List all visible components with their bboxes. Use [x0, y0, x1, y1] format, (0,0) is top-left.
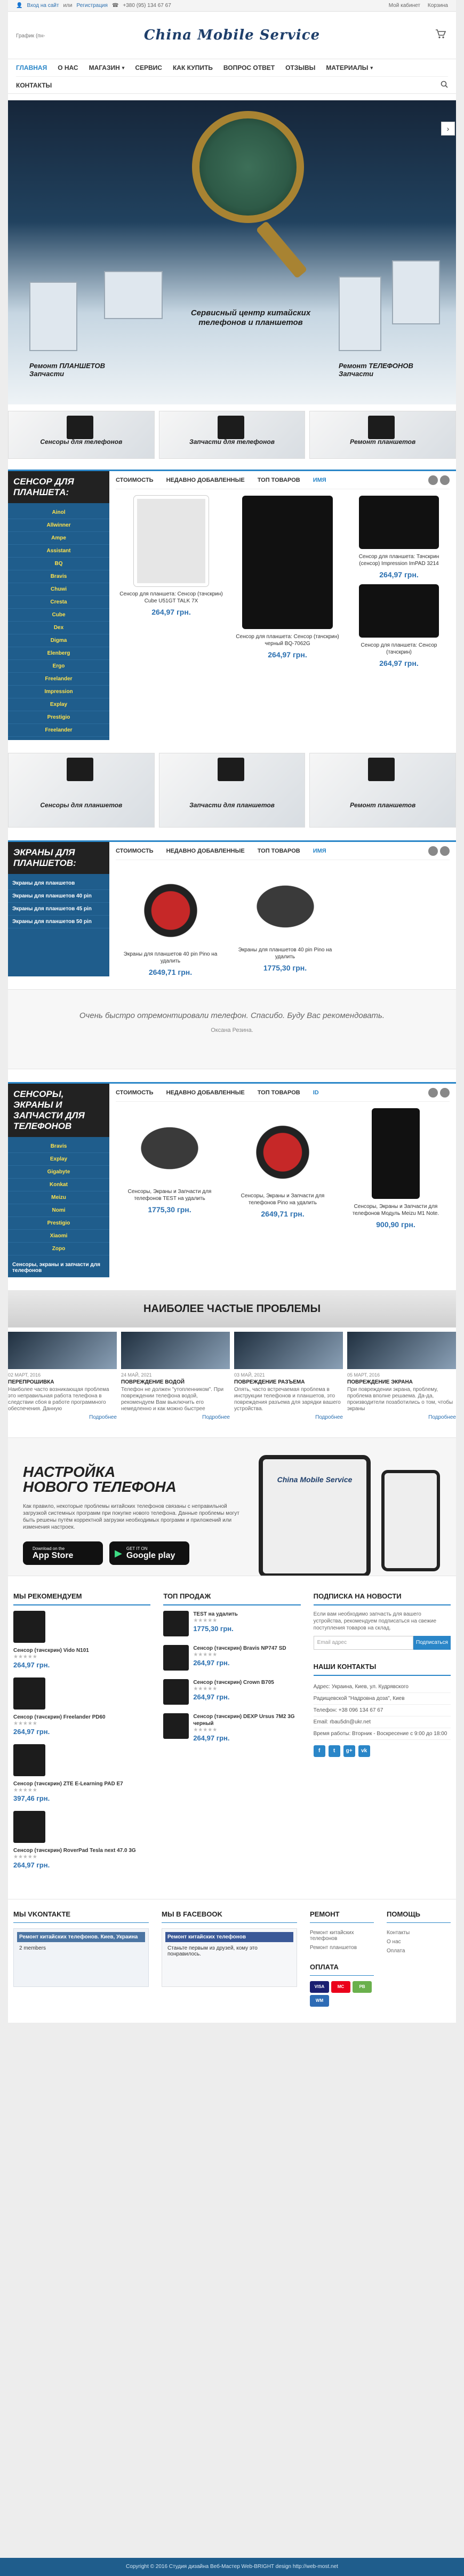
headphones-image: [131, 866, 211, 947]
social-icon[interactable]: f: [314, 1745, 325, 1757]
subscribe-button[interactable]: Подписаться: [413, 1636, 451, 1650]
payment-card-icon: PB: [353, 1981, 372, 1993]
vk-widget: [13, 1910, 149, 2007]
product-thumbnail: [13, 1811, 45, 1843]
top-bar: [8, 0, 456, 12]
testimonial-author: Оксана Резина.: [211, 1027, 253, 1033]
payment-title: ОПЛАТА: [310, 1963, 374, 1976]
subcategory-link[interactable]: Экраны для планшетов 40 pin: [8, 890, 109, 903]
fb-header: Ремонт китайских телефонов: [165, 1932, 293, 1942]
vk-title: МЫ VKONTAKTE: [13, 1910, 149, 1923]
cart-icon[interactable]: [435, 28, 446, 39]
product-price: 1775,30 грн.: [148, 1205, 191, 1214]
brand-link[interactable]: Explay: [8, 698, 109, 711]
tab-top[interactable]: ТОП ТОВАРОВ: [257, 476, 300, 483]
main-nav: [8, 59, 456, 94]
product-name: Экраны для планшетов 40 pin Pino на удалить: [123, 951, 218, 964]
phone-image: [339, 276, 381, 351]
store-big-label: Google play: [126, 1551, 175, 1560]
product-name: Сенсор (тачскрин) Vido N101: [13, 1648, 89, 1653]
phone-screen-logo: China Mobile Service: [277, 1475, 353, 1484]
payment-card-icon: WM: [310, 1995, 329, 2007]
top-sales-widget: [163, 1592, 300, 1878]
mini-product[interactable]: [13, 1811, 150, 1869]
contact-line: Телефон: +38 096 134 67 67: [314, 1705, 451, 1716]
product-price: 264,97 грн.: [13, 1861, 50, 1869]
fb-text: Станьте первым из друзей, кому это понравилось.: [167, 1945, 258, 1957]
footer-widgets: [8, 1899, 456, 2023]
product-card[interactable]: [348, 584, 450, 667]
product-name: Сенсор (тачскрин) Freelander PD60: [13, 1714, 106, 1720]
brand-link[interactable]: Assistant: [8, 545, 109, 558]
nav-service[interactable]: СЕРВИС: [135, 64, 162, 71]
tab-recent[interactable]: НЕДАВНО ДОБАВЛЕННЫЕ: [166, 847, 245, 854]
banner-label: Ремонт планшетов: [350, 438, 416, 446]
rating-stars: ★★★★★: [193, 1727, 218, 1733]
nav-materials[interactable]: МАТЕРИАЛЫ: [326, 64, 369, 71]
subcategory-link[interactable]: Экраны для планшетов: [8, 877, 109, 890]
section-title: СЕНСОР ДЛЯ ПЛАНШЕТА:: [8, 471, 109, 503]
newsletter-widget: [314, 1592, 451, 1878]
social-icon[interactable]: g+: [343, 1745, 355, 1757]
brand-link[interactable]: Zopo: [8, 1243, 109, 1255]
brand-link[interactable]: Bravis: [8, 1140, 109, 1153]
chevron-down-icon: ▾: [122, 65, 125, 70]
recommended-widget: [13, 1592, 150, 1878]
problem-title[interactable]: ПОВРЕЖДЕНИЕ ВОДОЙ: [121, 1379, 185, 1385]
email-field[interactable]: Email адрес: [314, 1636, 413, 1650]
account-link[interactable]: Мой кабинет: [388, 3, 420, 9]
newsletter-title: ПОДПИСКА НА НОВОСТИ: [314, 1592, 451, 1605]
nav-contacts[interactable]: КОНТАКТЫ: [16, 81, 52, 89]
mini-product[interactable]: [13, 1677, 150, 1736]
setup-title: НАСТРОЙКА НОВОГО ТЕЛЕФОНА: [23, 1464, 177, 1495]
problem-date: 03 МАЙ, 2021: [234, 1372, 265, 1378]
phone-parts-section: [8, 1082, 456, 1277]
product-card[interactable]: [230, 866, 340, 976]
prev-button[interactable]: [428, 1088, 438, 1098]
store-small-label: GET IT ON: [126, 1546, 148, 1551]
app-store-button[interactable]: [23, 1541, 103, 1565]
help-link[interactable]: Контакты: [387, 1930, 410, 1936]
tab-top[interactable]: ТОП ТОВАРОВ: [257, 847, 300, 854]
rating-stars: ★★★★★: [13, 1787, 37, 1793]
chevron-down-icon: ▾: [370, 65, 373, 70]
product-price: 264,97 грн.: [379, 570, 419, 579]
read-more-link[interactable]: Подробнее: [315, 1414, 343, 1420]
rating-stars: ★★★★★: [193, 1618, 218, 1624]
brand-link[interactable]: Ainol: [8, 506, 109, 519]
problem-card: [8, 1332, 117, 1420]
product-card[interactable]: [116, 496, 227, 667]
repair-link[interactable]: Ремонт китайских телефонов: [310, 1930, 354, 1942]
subcategory-link[interactable]: Сенсоры, экраны и запчасти для телефонов: [8, 1259, 109, 1277]
product-price: 900,90 грн.: [376, 1220, 415, 1229]
brand-link[interactable]: Prestigio: [8, 1217, 109, 1230]
product-price: 264,97 грн.: [13, 1728, 50, 1736]
category-banners-2: [8, 753, 456, 828]
tablet-screens-section: [8, 840, 456, 976]
phone-number: +380 (95) 134 67 67: [123, 3, 171, 9]
brand-link[interactable]: Konkat: [8, 1179, 109, 1191]
section-title: ЭКРАНЫ ДЛЯ ПЛАНШЕТОВ:: [8, 842, 109, 874]
problem-card: [121, 1332, 230, 1420]
brand-link[interactable]: Meizu: [8, 1191, 109, 1204]
brand-link[interactable]: Impression: [8, 686, 109, 698]
product-thumbnail: [13, 1611, 45, 1643]
problem-card: [347, 1332, 456, 1420]
problem-title[interactable]: ПОВРЕЖДЕНИЕ РАЗЪЕМА: [234, 1379, 305, 1385]
problem-date: 24 МАЙ, 2021: [121, 1372, 152, 1378]
tab-name[interactable]: ИМЯ: [313, 476, 326, 483]
product-thumbnail: [163, 1611, 189, 1636]
mini-product[interactable]: [163, 1611, 300, 1636]
product-tabs: [116, 471, 450, 489]
help-widget: [387, 1910, 451, 2007]
product-name: Сенсор для планшета: Сенсор (тачскрин) черный BQ-7062G: [236, 634, 339, 647]
vk-header: Ремонт китайских телефонов. Киев, Украина: [17, 1932, 145, 1942]
brand-link[interactable]: Chuwi: [8, 583, 109, 596]
nav-about[interactable]: О НАС: [58, 64, 78, 71]
hero-caption-phones: Ремонт ТЕЛЕФОНОВ Запчасти: [339, 362, 413, 378]
section-sidebar: [8, 842, 109, 976]
tab-price[interactable]: СТОИМОСТЬ: [116, 476, 154, 483]
mouse-image: [245, 877, 325, 936]
newsletter-text: Если вам необходимо запчасть для вашего устройства, рекомендуем подписаться на свежие поступления товаров на склад.: [313, 1611, 437, 1631]
testimonial-text: Очень быстро отремонтировали телефон. Спасибо. Буду Вас рекомендовать.: [79, 1011, 385, 1020]
banner-repair-tablets[interactable]: [309, 411, 456, 459]
banner-sensors-tablets[interactable]: [8, 753, 155, 828]
read-more-link[interactable]: Подробнее: [428, 1414, 456, 1420]
or-text: или: [63, 3, 73, 9]
tablet-image: [104, 271, 163, 319]
product-price: 264,97 грн.: [193, 1734, 230, 1742]
banner-parts-tablets[interactable]: [159, 753, 306, 828]
product-price: 264,97 грн.: [13, 1661, 50, 1669]
banner-parts-phones[interactable]: [159, 411, 306, 459]
banner-label: Сенсоры для телефонов: [40, 438, 123, 446]
setup-description: Как правило, некоторые проблемы китайских телефонов связаны с неправильной загрузкой системных программ при покупке нового телефона. Данные проблемы могут быть решены путём корректной загрузки необходимых программ и приложений или изменения настроек.: [23, 1504, 239, 1530]
payment-card-icon: MC: [331, 1981, 350, 1993]
product-card[interactable]: [116, 866, 225, 976]
site-logo[interactable]: [144, 27, 320, 43]
phone-setup-section: [8, 1437, 456, 1576]
product-image: [242, 496, 333, 629]
product-price: 397,46 грн.: [13, 1794, 50, 1802]
problem-image[interactable]: [121, 1332, 230, 1369]
mini-product[interactable]: [163, 1713, 300, 1742]
brand-link[interactable]: Freelander: [8, 724, 109, 737]
tablet-image: [29, 282, 77, 351]
problems-title: НАИБОЛЕЕ ЧАСТЫЕ ПРОБЛЕМЫ: [8, 1290, 456, 1327]
product-thumbnail: [163, 1645, 189, 1671]
nav-faq[interactable]: ВОПРОС ОТВЕТ: [223, 64, 275, 71]
product-image: [134, 496, 209, 586]
product-price: 2649,71 грн.: [261, 1210, 305, 1218]
brand-link[interactable]: Xiaomi: [8, 1230, 109, 1243]
brand-list: [8, 503, 109, 740]
work-hours: График (пн-: [16, 33, 45, 39]
product-name: Сенсор для планшета: Сенсор (тачскрин): [361, 642, 437, 655]
help-link[interactable]: О нас: [387, 1939, 401, 1945]
product-price: 264,97 грн.: [151, 608, 191, 616]
problem-date: 05 МАРТ, 2016: [347, 1372, 380, 1378]
header: [8, 12, 456, 59]
next-button[interactable]: [440, 1088, 450, 1098]
problem-description: При повреждении экрана, проблему, проблема вполне решаема. Да-да, производители позаботились о том, чтобы экраны: [347, 1387, 453, 1412]
section-main: [109, 842, 456, 976]
product-name: Сенсор (тачскрин) DEXP Ursus 7M2 3G черный: [193, 1714, 295, 1727]
rating-stars: ★★★★★: [13, 1854, 37, 1860]
product-thumbnail: [13, 1744, 45, 1776]
rating-stars: ★★★★★: [13, 1654, 37, 1660]
product-tabs: [116, 1084, 450, 1102]
brand-link[interactable]: Dex: [8, 622, 109, 634]
product-name: Сенсор (тачскрин) ZTE E-Learning PAD E7: [13, 1781, 123, 1787]
phone-mockup-small: [381, 1470, 440, 1571]
logo-text: China Mobile Service: [143, 27, 321, 43]
vk-embed[interactable]: [13, 1928, 149, 1987]
site-wrapper: [8, 0, 456, 2023]
fb-title: МЫ В FACEBOOK: [162, 1910, 297, 1923]
phone-module-image: [372, 1108, 420, 1199]
problem-card: [234, 1332, 343, 1420]
tab-recent[interactable]: НЕДАВНО ДОБАВЛЕННЫЕ: [166, 1089, 245, 1096]
product-name: Сенсор (тачскрин) Bravis NP747 SD: [193, 1645, 286, 1651]
product-image: [218, 758, 244, 781]
rating-stars: ★★★★★: [193, 1652, 218, 1658]
product-card[interactable]: [232, 496, 343, 667]
category-banners: [8, 411, 456, 459]
tab-name[interactable]: ИМЯ: [313, 847, 326, 854]
subcategory-link[interactable]: Экраны для планшетов 45 pin: [8, 903, 109, 916]
problem-image[interactable]: [234, 1332, 343, 1369]
brand-link[interactable]: Digma: [8, 634, 109, 647]
contact-line: Email: rbau5dn@ukr.net: [314, 1716, 451, 1728]
user-icon: 👤: [16, 3, 23, 9]
recommended-title: МЫ РЕКОМЕНДУЕМ: [13, 1592, 150, 1605]
product-price: 264,97 грн.: [193, 1659, 230, 1667]
top-sales-title: ТОП ПРОДАЖ: [163, 1592, 300, 1605]
mini-product[interactable]: [13, 1744, 150, 1802]
product-name: Сенсор для планшета: Тачскрин (сенсор) Impression ImPAD 3214: [358, 554, 439, 567]
brand-link[interactable]: Freelander: [8, 673, 109, 686]
product-image: [368, 758, 395, 781]
brand-link[interactable]: Gigabyte: [8, 1166, 109, 1179]
subcategory-link[interactable]: Экраны для планшетов 50 pin: [8, 916, 109, 928]
tablet-sensor-section: [8, 470, 456, 740]
product-image: [218, 416, 244, 439]
product-name: Сенсоры, Экраны и Запчасти для телефонов Модуль Meizu M1 Note.: [352, 1204, 439, 1217]
tab-top[interactable]: ТОП ТОВАРОВ: [257, 1089, 300, 1096]
brand-link[interactable]: Ergo: [8, 660, 109, 673]
prev-button[interactable]: [428, 846, 438, 856]
nav-how-to-buy[interactable]: КАК КУПИТЬ: [172, 64, 213, 71]
banner-repair-tablets-2[interactable]: [309, 753, 456, 828]
tab-id[interactable]: ID: [313, 1089, 319, 1096]
product-name: TEST на удалить: [193, 1611, 238, 1617]
brand-link[interactable]: Explay: [8, 1153, 109, 1166]
brand-link[interactable]: Nomi: [8, 1204, 109, 1217]
problem-title[interactable]: ПЕРЕПРОШИВКА: [8, 1379, 54, 1385]
rating-stars: ★★★★★: [13, 1721, 37, 1727]
banner-sensors-phones[interactable]: [8, 411, 155, 459]
product-card[interactable]: [116, 1108, 223, 1229]
product-card[interactable]: [348, 496, 450, 579]
repair-link[interactable]: Ремонт планшетов: [310, 1945, 357, 1951]
mini-product[interactable]: [163, 1679, 300, 1705]
cart-link[interactable]: Корзина: [427, 3, 448, 9]
tab-recent[interactable]: НЕДАВНО ДОБАВЛЕННЫЕ: [166, 476, 245, 483]
problem-image[interactable]: [8, 1332, 117, 1369]
problem-description: Опять, часто встречаемая проблема в инструкции телефонов и планшетов, это повреждения разъема для зарядки вашего устройства.: [234, 1387, 341, 1412]
banner-label: Ремонт планшетов: [350, 801, 416, 809]
brand-link[interactable]: Bravis: [8, 570, 109, 583]
read-more-link[interactable]: Подробнее: [202, 1414, 230, 1420]
product-thumbnail: [163, 1679, 189, 1705]
product-card[interactable]: [229, 1108, 337, 1229]
phone-icon: ☎: [111, 3, 119, 9]
store-big-label: App Store: [33, 1551, 74, 1560]
product-price: 2649,71 грн.: [148, 968, 193, 976]
repair-widget: [310, 1910, 374, 2007]
register-link[interactable]: Регистрация: [76, 3, 108, 9]
product-thumbnail: [13, 1677, 45, 1710]
social-icon[interactable]: vk: [358, 1745, 370, 1757]
hero-caption-tablets: Ремонт ПЛАНШЕТОВ Запчасти: [29, 362, 106, 378]
next-button[interactable]: [440, 475, 450, 485]
problem-image[interactable]: [347, 1332, 456, 1369]
social-icon[interactable]: t: [329, 1745, 340, 1757]
problem-description: Телефон не должен "утопленником". При повреждении телефона водой, рекомендуем Вам выключить его немедленно и как можно быстрее: [121, 1387, 224, 1412]
brand-link[interactable]: Allwinner: [8, 519, 109, 532]
product-price: 264,97 грн.: [268, 650, 307, 659]
mini-product[interactable]: [163, 1645, 300, 1671]
payment-card-icon: VISA: [310, 1981, 329, 1993]
facebook-widget: [162, 1910, 297, 2007]
banner-label: Сенсоры для планшетов: [40, 801, 123, 809]
product-name: Сенсоры, Экраны и Запчасти для телефонов TEST на удалить: [127, 1189, 212, 1202]
login-link[interactable]: Вход на сайт: [27, 3, 59, 9]
brand-list: [8, 1137, 109, 1259]
read-more-link[interactable]: Подробнее: [89, 1414, 117, 1420]
brand-link[interactable]: Cube: [8, 609, 109, 622]
repair-title: РЕМОНТ: [310, 1910, 374, 1923]
brand-link[interactable]: Prestigio: [8, 711, 109, 724]
product-name: Сенсор для планшета: Сенсор (тачскрин) Cube U51GT TALK 7X: [119, 591, 223, 604]
product-name: Сенсор (тачскрин) Crown B705: [193, 1680, 274, 1685]
nav-home[interactable]: ГЛАВНАЯ: [16, 64, 47, 71]
product-card[interactable]: [342, 1108, 450, 1229]
brand-link[interactable]: BQ: [8, 558, 109, 570]
magnifier-graphic: [192, 111, 304, 223]
nav-shop[interactable]: МАГАЗИН: [89, 64, 120, 71]
rating-stars: ★★★★★: [193, 1686, 218, 1692]
brand-link[interactable]: Ampe: [8, 532, 109, 545]
search-icon[interactable]: [441, 81, 448, 90]
section-sidebar: [8, 471, 109, 740]
product-price: 264,97 грн.: [379, 659, 419, 667]
section-main: [109, 1084, 456, 1277]
mouse-image: [130, 1119, 210, 1178]
contacts-title: НАШИ КОНТАКТЫ: [314, 1663, 451, 1676]
problem-description: Наиболее часто возникающая проблема это неправильная работа телефона в следствии сбоя в работе программного обеспечения. Данную: [8, 1387, 109, 1412]
product-price: 1775,30 грн.: [193, 1625, 234, 1633]
product-tabs: [116, 842, 450, 860]
tab-price[interactable]: СТОИМОСТЬ: [116, 1089, 154, 1096]
play-icon: ▶: [115, 1547, 122, 1559]
product-name: Экраны для планшетов 40 pin Pino на удалить: [238, 947, 332, 960]
mini-product[interactable]: [13, 1611, 150, 1669]
problem-title[interactable]: ПОВРЕЖДЕНИЕ ЭКРАНА: [347, 1379, 413, 1385]
tab-price[interactable]: СТОИМОСТЬ: [116, 847, 154, 854]
hero-slider[interactable]: [8, 100, 456, 404]
prev-button[interactable]: [428, 475, 438, 485]
banner-label: Запчасти для планшетов: [189, 801, 275, 809]
headphones-image: [243, 1108, 323, 1188]
phone-image: [392, 260, 440, 324]
contact-line: Радищевской "Надровна доза", Киев: [314, 1693, 451, 1705]
common-problems: [8, 1290, 456, 1425]
problem-date: 02 МАРТ, 2016: [8, 1372, 41, 1378]
phone-mockup: [259, 1455, 371, 1576]
magnifier-handle-graphic: [255, 221, 307, 279]
copyright-bar: Copyright © 2016 Студия дизайна Веб-Мастер Web-BRIGHT design http://web-most.net: [0, 2558, 464, 2576]
product-thumbnail: [163, 1713, 189, 1739]
product-image: [359, 584, 439, 638]
contact-line: Время работы: Вторник - Воскресение с 9:00 до 18:00: [314, 1728, 451, 1740]
fb-embed[interactable]: [162, 1928, 297, 1987]
contact-line: Адрес: Украина, Киев, ул. Кудрявского: [314, 1681, 451, 1693]
bottom-widgets: [8, 1592, 456, 1878]
store-small-label: Download on the: [33, 1546, 65, 1551]
testimonial: [8, 989, 456, 1069]
product-price: 1775,30 грн.: [263, 964, 307, 972]
brand-link[interactable]: Cresta: [8, 596, 109, 609]
problem-list: [8, 1327, 456, 1425]
next-button[interactable]: [440, 846, 450, 856]
section-sidebar: [8, 1084, 109, 1277]
help-link[interactable]: Оплата: [387, 1948, 405, 1954]
product-image: [359, 496, 439, 549]
hero-title: Сервисный центр китайских телефонов и планшетов: [190, 308, 311, 327]
product-image: [67, 758, 93, 781]
nav-reviews[interactable]: ОТЗЫВЫ: [285, 64, 316, 71]
section-title: СЕНСОРЫ, ЭКРАНЫ И ЗАПЧАСТИ ДЛЯ ТЕЛЕФОНОВ: [8, 1084, 109, 1137]
help-title: ПОМОЩЬ: [387, 1910, 451, 1923]
vk-members: 2 members: [19, 1945, 46, 1951]
product-price: 264,97 грн.: [193, 1693, 230, 1701]
banner-label: Запчасти для телефонов: [189, 438, 275, 446]
slider-next-button[interactable]: ›: [441, 122, 455, 136]
section-main: [109, 471, 456, 740]
product-name: Сенсор (тачскрин) RoverPad Tesla next 47.0 3G: [13, 1848, 136, 1854]
google-play-button[interactable]: [109, 1541, 189, 1565]
product-image: [368, 416, 395, 439]
product-image: [67, 416, 93, 439]
brand-link[interactable]: Elenberg: [8, 647, 109, 660]
product-name: Сенсоры, Экраны и Запчасти для телефонов Pino на удалить: [241, 1193, 325, 1206]
